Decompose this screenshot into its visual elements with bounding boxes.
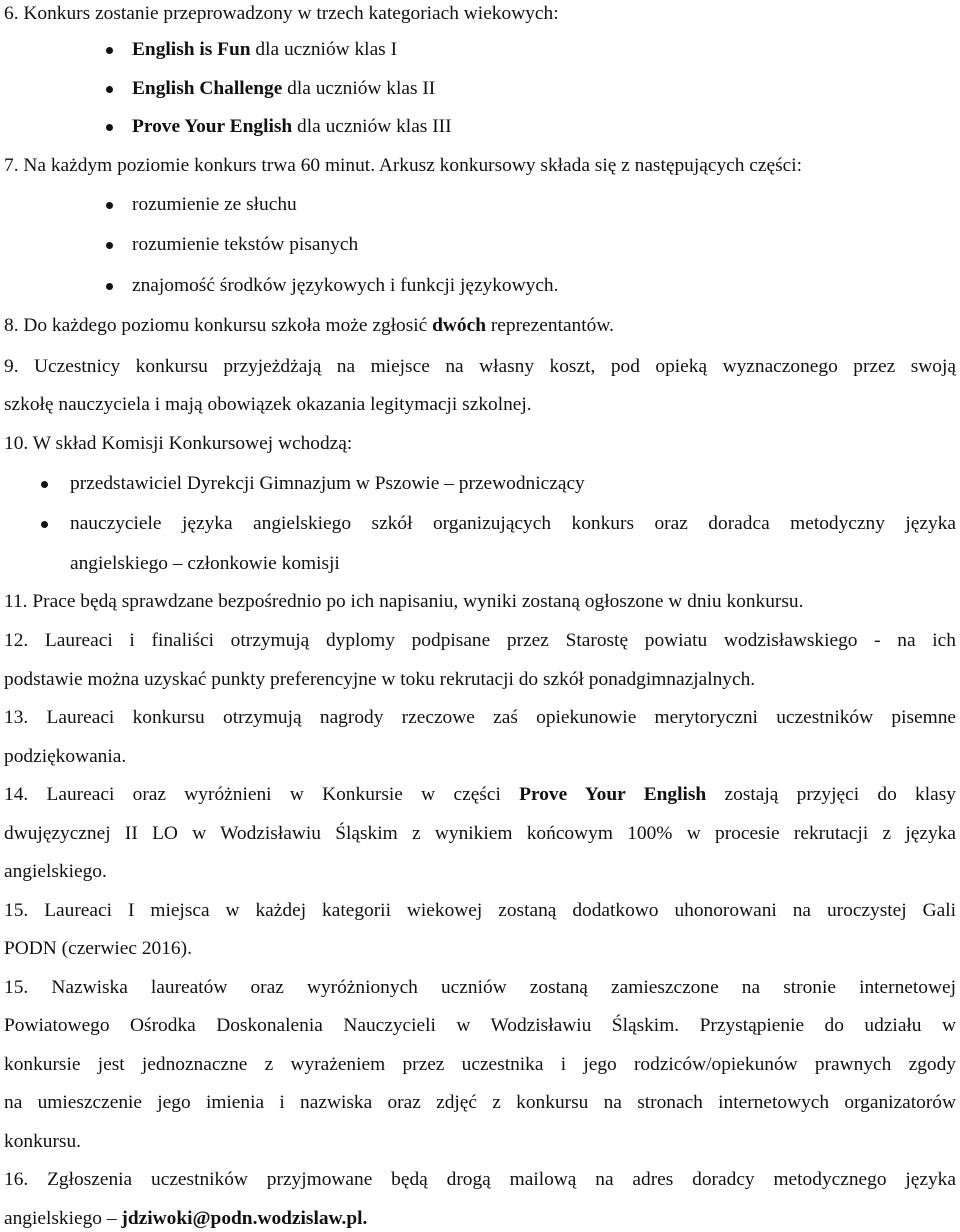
section-16-text: angielskiego – xyxy=(4,1208,122,1229)
section-14-emphasis: Prove Your English xyxy=(519,784,707,805)
section-9-line-2: szkołę nauczyciela i mają obowiązek okazania legitymacji szkolnej. xyxy=(4,394,532,415)
section-14-text: 14. Laureaci oraz wyróżnieni w Konkursie w części xyxy=(4,784,520,805)
category-item xyxy=(132,38,956,62)
section-15b-line-1: 15. Nazwiska laureatów oraz wyróżnionych uczniów zostaną zamieszczone na stronie internetowej xyxy=(4,977,956,998)
bullet-icon xyxy=(106,242,113,249)
section-13-line-2: podziękowania. xyxy=(4,746,127,767)
category-name: Prove Your English xyxy=(132,116,293,137)
section-11: 11. Prace będą sprawdzane bezpośrednio po ich napisaniu, wyniki zostaną ogłoszone w dniu konkursu. xyxy=(4,591,804,612)
section-15a-line-1: 15. Laureaci I miejsca w każdej kategorii wiekowej zostaną dodatkowo uhonorowani na uroczystej Gali xyxy=(4,900,956,921)
contact-email: jdziwoki@podn.wodzislaw.pl. xyxy=(121,1208,368,1229)
committee-member-item: przedstawiciel Dyrekcji Gimnazjum w Pszowie – przewodniczący xyxy=(70,473,585,494)
section-15a-line-2: PODN (czerwiec 2016). xyxy=(4,938,192,959)
section-14-line-1 xyxy=(4,783,956,807)
section-15b-line-2: Powiatowego Ośrodka Doskonalenia Nauczycieli w Wodzisławiu Śląskim. Przystąpienie do udziału w xyxy=(4,1015,956,1036)
section-15b-line-3: konkursie jest jednoznaczne z wyrażeniem przez uczestnika i jego rodziców/opiekunów prawnych zgody xyxy=(4,1054,956,1075)
test-part-item: rozumienie tekstów pisanych xyxy=(132,234,359,255)
section-8-text: 8. Do każdego poziomu konkursu szkoła może zgłosić xyxy=(4,315,433,336)
section-14-text-end: zostają przyjęci do klasy xyxy=(706,784,956,805)
bullet-icon xyxy=(106,86,113,93)
category-item xyxy=(132,77,956,101)
section-9-line-1: 9. Uczestnicy konkursu przyjeżdżają na miejsce na własny koszt, pod opieką wyznaczonego przez swoją xyxy=(4,356,956,377)
section-15b-line-5: konkursu. xyxy=(4,1131,82,1152)
section-7-intro: 7. Na każdym poziomie konkurs trwa 60 minut. Arkusz konkursowy składa się z następujących części: xyxy=(4,155,803,176)
section-8-emphasis: dwóch xyxy=(432,315,486,336)
bullet-icon xyxy=(106,47,113,54)
category-suffix: dla uczniów klas II xyxy=(282,78,436,99)
test-part-item: znajomość środków językowych i funkcji językowych. xyxy=(132,275,559,296)
section-12-line-1: 12. Laureaci i finaliści otrzymują dyplomy podpisane przez Starostę powiatu wodzisławskiego - na ich xyxy=(4,630,956,651)
bullet-icon xyxy=(106,202,113,209)
test-part-item: rozumienie ze słuchu xyxy=(132,194,297,215)
section-13-line-1: 13. Laureaci konkursu otrzymują nagrody rzeczowe zaś opiekunowie merytoryczni uczestników pisemne xyxy=(4,707,956,728)
bullet-icon xyxy=(106,283,113,290)
category-suffix: dla uczniów klas I xyxy=(250,39,398,60)
section-16-line-2 xyxy=(4,1207,956,1231)
committee-member-item: nauczyciele języka angielskiego szkół organizujących konkurs oraz doradca metodyczny języka xyxy=(70,513,956,534)
section-14-line-2: dwujęzycznej II LO w Wodzisławiu Śląskim z wynikiem końcowym 100% w procesie rekrutacji z języka xyxy=(4,823,956,844)
section-15b-line-4: na umieszczenie jego imienia i nazwiska oraz zdjęć z konkursu na stronach internetowych organizatorów xyxy=(4,1092,956,1113)
section-14-line-3: angielskiego. xyxy=(4,861,107,882)
section-16-line-1: 16. Zgłoszenia uczestników przyjmowane będą drogą mailową na adres doradcy metodycznego języka xyxy=(4,1169,956,1190)
section-8-text-end: reprezentantów. xyxy=(485,315,614,336)
category-item xyxy=(132,115,956,139)
bullet-icon xyxy=(41,521,48,528)
category-name: English Challenge xyxy=(132,78,283,99)
category-name: English is Fun xyxy=(132,39,251,60)
section-6-intro: 6. Konkurs zostanie przeprowadzony w trzech kategoriach wiekowych: xyxy=(4,3,559,24)
committee-member-item-cont: angielskiego – członkowie komisji xyxy=(70,553,340,574)
section-12-line-2: podstawie można uzyskać punkty preferencyjne w toku rekrutacji do szkół ponadgimnazjalnych. xyxy=(4,669,756,690)
category-suffix: dla uczniów klas III xyxy=(292,116,452,137)
section-8 xyxy=(4,314,956,338)
bullet-icon xyxy=(41,481,48,488)
section-10-intro: 10. W skład Komisji Konkursowej wchodzą: xyxy=(4,433,353,454)
bullet-icon xyxy=(106,124,113,131)
